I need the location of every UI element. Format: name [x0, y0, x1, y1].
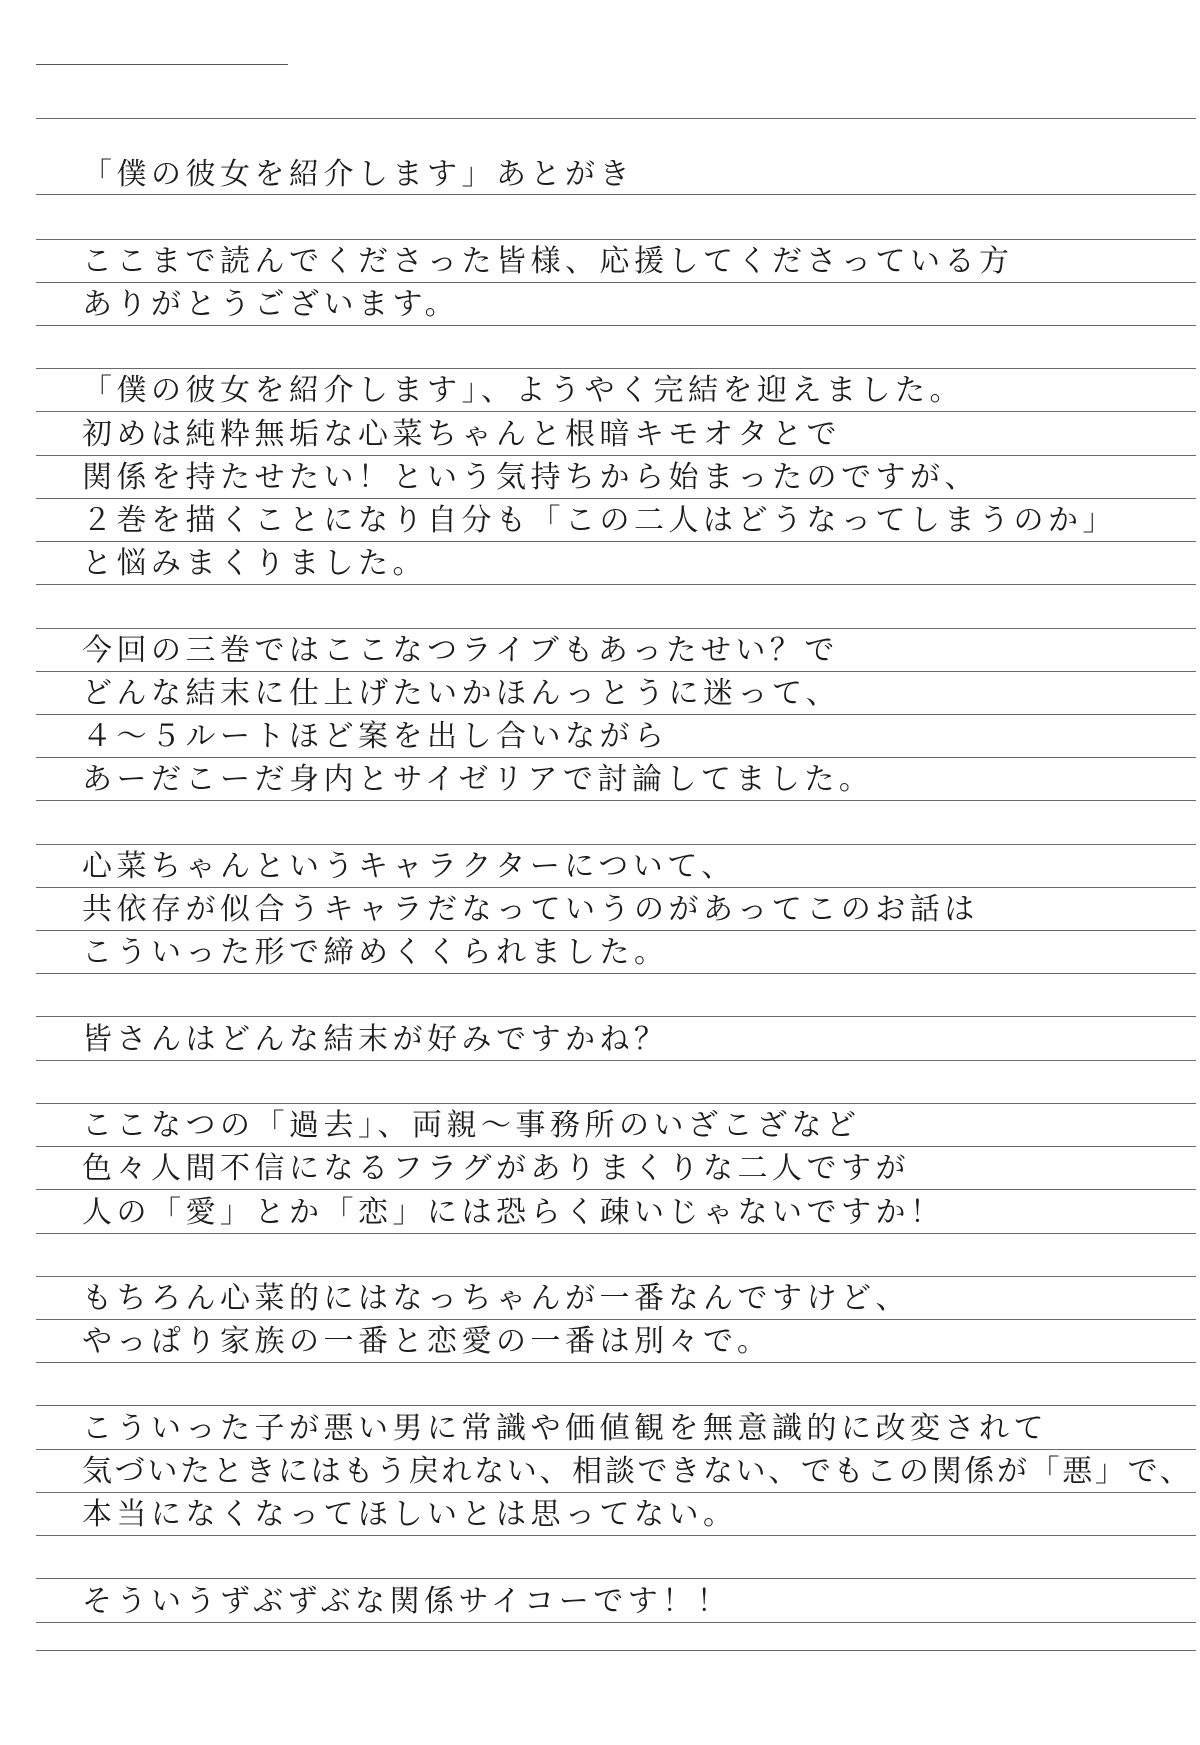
rule-line: [36, 1276, 1196, 1277]
rule-line: [36, 930, 1196, 931]
rule-line: [36, 1578, 1196, 1579]
rule-line: [36, 1622, 1196, 1623]
rule-line: [36, 584, 1196, 585]
rule-line: [36, 1060, 1196, 1061]
rule-line: [36, 118, 1196, 119]
rule-line: [36, 757, 1196, 758]
rule-line: [36, 1405, 1196, 1406]
rule-line: [36, 239, 1196, 240]
rule-line: [36, 455, 1196, 456]
text-line: 心菜ちゃんというキャラクターについて、: [82, 849, 736, 884]
rule-line: [36, 498, 1196, 499]
text-line: ２巻を描くことになり自分も「この二人はどうなってしまうのか」: [82, 503, 1117, 538]
header-short-rule: [36, 64, 288, 65]
rule-line: [36, 714, 1196, 715]
text-line: と悩みまくりました。: [82, 546, 427, 581]
text-line: 気づいたときにはもう戻れない、相談できない、でもこの関係が「悪」で、: [82, 1454, 1193, 1489]
text-line: 色々人間不信になるフラグがありまくりな二人ですが: [82, 1151, 910, 1186]
text-line: 今回の三巻ではここなつライブもあったせい？で: [82, 633, 839, 668]
text-line: あーだこーだ身内とサイゼリアで討論してました。: [82, 762, 874, 797]
text-line: やっぱり家族の一番と恋愛の一番は別々で。: [82, 1324, 772, 1359]
text-line: 人の「愛」とか「恋」には恐らく疎いじゃないですか！: [82, 1195, 945, 1230]
text-line: こういった子が悪い男に常識や価値観を無意識的に改変されて: [82, 1411, 1048, 1446]
text-line: 本当になくなってほしいとは思ってない。: [82, 1497, 738, 1532]
rule-line: [36, 1016, 1196, 1017]
rule-line: [36, 844, 1196, 845]
text-line: もちろん心菜的にはなっちゃんが一番なんですけど、: [82, 1281, 910, 1316]
rule-line: [36, 1103, 1196, 1104]
rule-line: [36, 628, 1196, 629]
rule-line: [36, 1189, 1196, 1190]
rule-line: [36, 282, 1196, 283]
rule-line: [36, 1146, 1196, 1147]
rule-line: [36, 1233, 1196, 1234]
rule-line: [36, 411, 1196, 412]
afterword-title: 「僕の彼女を紹介します」あとがき: [82, 157, 634, 192]
rule-line: [36, 973, 1196, 974]
text-line: ここまで読んでくださった皆様、応援してくださっている方: [82, 244, 1014, 279]
rule-line: [36, 368, 1196, 369]
text-line: ４～５ルートほど案を出し合いながら: [82, 719, 669, 754]
text-line: 共依存が似合うキャラだなっていうのがあってこのお話は: [82, 892, 979, 927]
text-line: ここなつの「過去」、両親～事務所のいざこざなど: [82, 1108, 861, 1143]
rule-line: [36, 1492, 1196, 1493]
rule-line: [36, 1650, 1196, 1651]
rule-line: [36, 800, 1196, 801]
text-line: こういった形で締めくくられました。: [82, 935, 669, 970]
text-line: 関係を持たせたい！という気持ちから始まったのですが、: [82, 460, 979, 495]
text-line: どんな結末に仕上げたいかほんっとうに迷って、: [82, 676, 841, 711]
text-line: 初めは純粋無垢な心菜ちゃんと根暗キモオタとで: [82, 417, 841, 452]
text-line: 「僕の彼女を紹介します」、ようやく完結を迎えました。: [82, 373, 964, 408]
rule-line: [36, 887, 1196, 888]
text-line: 皆さんはどんな結末が好みですかね？: [82, 1022, 669, 1057]
text-line: ありがとうございます。: [82, 287, 460, 322]
rule-line: [36, 1319, 1196, 1320]
rule-line: [36, 1449, 1196, 1450]
rule-line: [36, 671, 1196, 672]
rule-line: [36, 541, 1196, 542]
text-line: そういうずぶずぶな関係サイコーです！！: [82, 1584, 732, 1619]
rule-line: [36, 325, 1196, 326]
rule-line: [36, 1362, 1196, 1363]
rule-line: [36, 1535, 1196, 1536]
